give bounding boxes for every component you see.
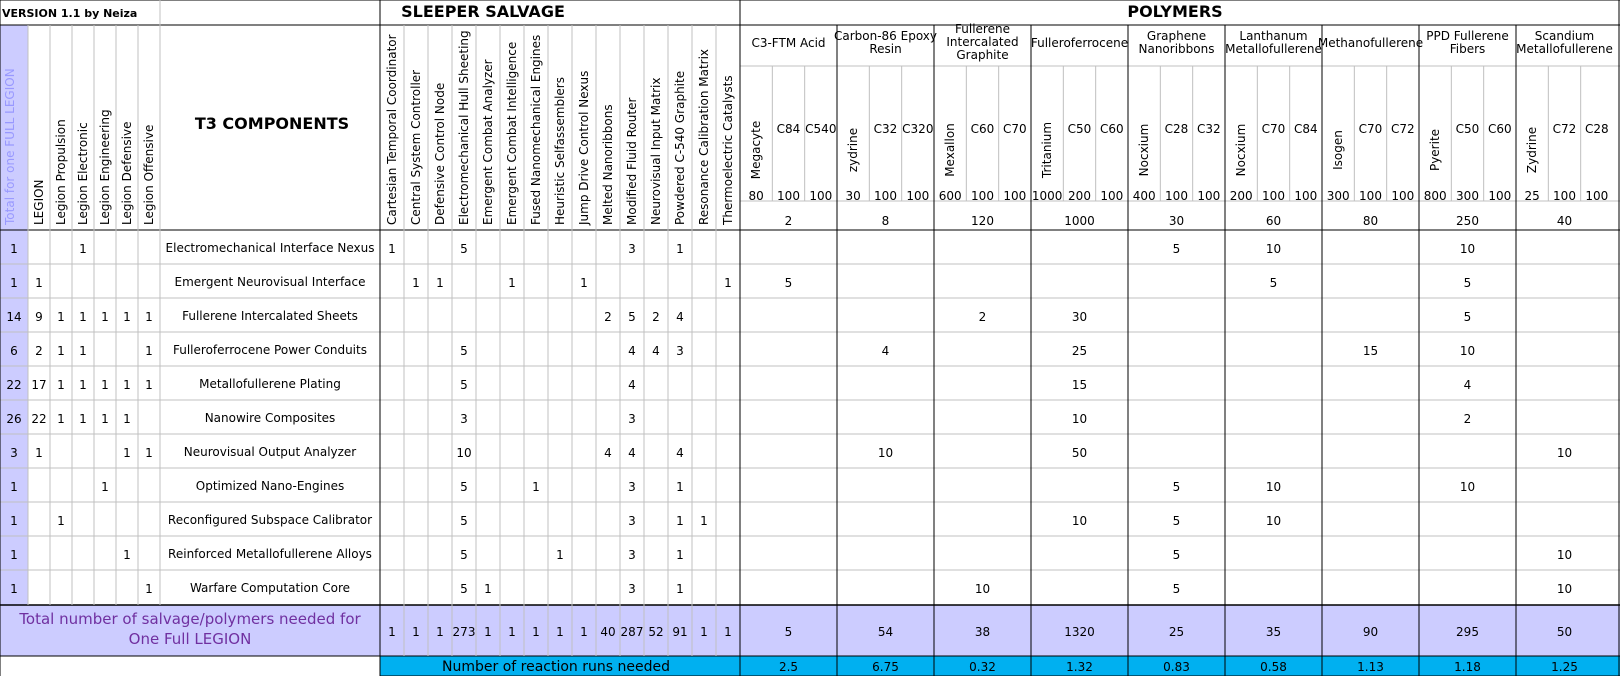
row-polymer-value: 5	[1463, 276, 1472, 290]
total-salvage-value: 1	[724, 625, 732, 639]
polymer-name-7: PPD Fullerene	[1426, 29, 1509, 43]
polymer-sub-3-2: C60	[1100, 122, 1124, 136]
polymer-sub-1-0: zydrine	[846, 127, 861, 173]
polymer-sub-0-0: Megacyte	[749, 120, 764, 180]
polymer-qty-6-0: 300	[1326, 189, 1350, 203]
polymer-name-5: Metallofullerene	[1225, 42, 1322, 56]
row-salvage-value: 4	[628, 344, 636, 358]
row-legion-value: 1	[145, 378, 153, 392]
polymer-qty-3-1: 200	[1068, 189, 1091, 203]
polymer-name-2: Graphite	[956, 48, 1009, 62]
total-salvage-value: 1	[436, 625, 444, 639]
polymer-qty-2-2: 100	[1003, 189, 1027, 203]
row-polymer-value: 15	[1071, 378, 1088, 392]
total-salvage-value: 52	[648, 625, 664, 639]
row-salvage-value: 4	[628, 378, 636, 392]
total-polymer-value: 1320	[1064, 625, 1095, 639]
salvage-header-4: Emergent Combat Analyzer	[481, 59, 495, 225]
total-salvage-value: 1	[484, 625, 492, 639]
row-polymer-value: 4	[1463, 378, 1472, 392]
row-polymer-value: 2	[1463, 412, 1472, 426]
polymer-sub-6-2: C72	[1391, 122, 1415, 136]
polymer-name-6: Methanofullerene	[1317, 36, 1424, 50]
row-polymer-value: 10	[1556, 548, 1573, 562]
polymer-qty-6-1: 100	[1359, 189, 1382, 203]
salvage-header-7: Heuristic Selfassemblers	[553, 77, 567, 225]
salvage-header-3: Electromechanical Hull Sheeting	[457, 30, 471, 225]
row-legion-value: 1	[57, 344, 65, 358]
row-salvage-value: 1	[388, 242, 396, 256]
row-legion-value: 22	[31, 412, 47, 426]
polymer-qty-5-2: 100	[1294, 189, 1318, 203]
total-salvage-value: 1	[700, 625, 708, 639]
total-salvage-value: 1	[388, 625, 396, 639]
row-total: 1	[10, 514, 18, 528]
polymer-qty-5-1: 100	[1262, 189, 1285, 203]
row-component-name: Fullerene Intercalated Sheets	[182, 309, 358, 323]
row-polymer-value: 5	[1172, 514, 1181, 528]
row-salvage-value: 3	[628, 480, 636, 494]
polymer-name-2: Intercalated	[946, 35, 1019, 49]
polymer-runs-label-1: 8	[881, 214, 890, 228]
polymer-qty-0-2: 100	[809, 189, 833, 203]
polymer-sub-4-1: C28	[1164, 122, 1189, 136]
total-salvage-value: 1	[508, 625, 516, 639]
row-salvage-value: 4	[604, 446, 612, 460]
row-legion-value: 1	[101, 310, 109, 324]
polymer-runs-label-5: 60	[1265, 214, 1282, 228]
polymer-qty-7-0: 800	[1423, 189, 1447, 203]
row-component-name: Electromechanical Interface Nexus	[165, 241, 375, 255]
row-polymer-value: 5	[784, 276, 793, 290]
total-polymer-value: 25	[1168, 625, 1185, 639]
row-salvage-value: 5	[460, 344, 468, 358]
row-polymer-value: 10	[1556, 582, 1573, 596]
row-total: 14	[6, 310, 22, 324]
salvage-header-5: Emergent Combat Intelligence	[505, 41, 519, 225]
runs-value: 2.5	[778, 660, 799, 674]
polymer-sub-8-0: Zydrine	[1525, 126, 1540, 174]
row-polymer-value: 5	[1172, 480, 1181, 494]
row-component-name: Fulleroferrocene Power Conduits	[173, 343, 367, 357]
row-legion-value: 1	[79, 378, 87, 392]
row-legion-value: 1	[145, 582, 153, 596]
row-total: 22	[6, 378, 22, 392]
polymer-name-8: Metallofullerene	[1516, 42, 1613, 56]
salvage-header-2: Defensive Control Node	[433, 82, 447, 225]
row-total: 1	[10, 242, 18, 256]
row-polymer-value: 15	[1362, 344, 1379, 358]
polymer-qty-7-2: 100	[1488, 189, 1512, 203]
row-legion-value: 1	[57, 514, 65, 528]
polymer-name-4: Nanoribbons	[1138, 42, 1215, 56]
polymer-sub-1-1: C32	[873, 122, 898, 136]
row-salvage-value: 3	[628, 242, 636, 256]
polymer-qty-0-0: 80	[748, 189, 764, 203]
polymer-sub-5-0: Nocxium	[1234, 123, 1249, 177]
polymer-sub-7-0: Pyerite	[1428, 128, 1443, 172]
polymer-sub-5-2: C84	[1294, 122, 1318, 136]
row-salvage-value: 3	[628, 412, 636, 426]
polymer-qty-4-2: 100	[1197, 189, 1221, 203]
runs-value: 1.32	[1066, 660, 1093, 674]
polymer-sub-7-1: C50	[1455, 122, 1480, 136]
runs-value: 6.75	[872, 660, 899, 674]
row-salvage-value: 3	[628, 514, 636, 528]
row-salvage-value: 3	[628, 548, 636, 562]
row-legion-value: 1	[79, 344, 87, 358]
row-legion-value: 1	[145, 344, 153, 358]
polymer-sub-4-0: Nocxium	[1137, 123, 1152, 177]
row-salvage-value: 1	[724, 276, 732, 290]
runs-value: 1.13	[1357, 660, 1384, 674]
polymer-sub-2-1: C60	[970, 122, 995, 136]
runs-value: 0.58	[1260, 660, 1287, 674]
row-salvage-value: 1	[436, 276, 444, 290]
row-salvage-value: 1	[532, 480, 540, 494]
polymer-runs-label-2: 120	[971, 214, 994, 228]
row-legion-value: 1	[79, 310, 87, 324]
polymer-qty-1-2: 100	[906, 189, 930, 203]
row-legion-value: 1	[35, 446, 43, 460]
salvage-header-9: Melted Nanoribbons	[601, 104, 615, 225]
polymer-qty-2-0: 600	[938, 189, 962, 203]
polymer-sub-0-2: C540	[805, 122, 837, 136]
salvage-header-1: Central System Controller	[409, 69, 423, 225]
polymer-sub-7-2: C60	[1488, 122, 1512, 136]
runs-label: Number of reaction runs needed	[442, 659, 670, 675]
row-salvage-value: 1	[508, 276, 516, 290]
row-salvage-value: 1	[484, 582, 492, 596]
polymer-qty-4-1: 100	[1165, 189, 1188, 203]
salvage-header-8: Jump Drive Control Nexus	[577, 70, 591, 225]
salvage-header-11: Neurovisual Input Matrix	[649, 77, 663, 225]
row-salvage-value: 5	[460, 378, 468, 392]
total-salvage-value: 1	[580, 625, 588, 639]
row-polymer-value: 10	[877, 446, 894, 460]
row-polymer-value: 2	[978, 310, 987, 324]
row-polymer-value: 30	[1071, 310, 1088, 324]
row-polymer-value: 10	[1265, 242, 1282, 256]
row-polymer-value: 10	[1265, 480, 1282, 494]
row-legion-value: 9	[35, 310, 43, 324]
polymer-qty-4-0: 400	[1132, 189, 1156, 203]
polymer-name-2: Fullerene	[955, 22, 1010, 36]
polymer-qty-8-1: 100	[1553, 189, 1576, 203]
polymer-qty-3-2: 100	[1100, 189, 1124, 203]
total-salvage-value: 1	[532, 625, 540, 639]
row-total: 3	[10, 446, 18, 460]
row-salvage-value: 5	[460, 242, 468, 256]
polymer-runs-label-7: 250	[1456, 214, 1479, 228]
row-total: 26	[6, 412, 22, 426]
row-polymer-value: 10	[1071, 412, 1088, 426]
row-legion-value: 1	[145, 446, 153, 460]
row-salvage-value: 1	[676, 514, 684, 528]
polymer-name-5: Lanthanum	[1239, 29, 1308, 43]
total-polymer-value: 295	[1456, 625, 1479, 639]
row-component-name: Reconfigured Subspace Calibrator	[167, 513, 373, 527]
row-legion-value: 1	[101, 378, 109, 392]
runs-value: 0.83	[1163, 660, 1190, 674]
polymer-runs-label-8: 40	[1556, 214, 1573, 228]
row-salvage-value: 10	[456, 446, 472, 460]
total-salvage-value: 91	[672, 625, 688, 639]
polymer-sub-0-1: C84	[776, 122, 801, 136]
polymers-title: POLYMERS	[1127, 2, 1223, 21]
polymer-name-7: Fibers	[1449, 42, 1486, 56]
row-salvage-value: 3	[460, 412, 468, 426]
total-polymer-value: 90	[1362, 625, 1379, 639]
row-polymer-value: 10	[1071, 514, 1088, 528]
row-salvage-value: 5	[460, 548, 468, 562]
total-polymer-value: 35	[1265, 625, 1282, 639]
row-legion-value: 1	[35, 276, 43, 290]
totals-label-line1: Total number of salvage/polymers needed for	[19, 610, 361, 628]
polymer-qty-3-0: 1000	[1031, 189, 1063, 203]
polymer-qty-1-1: 100	[874, 189, 897, 203]
polymer-sub-8-2: C28	[1585, 122, 1609, 136]
polymer-runs-label-4: 30	[1168, 214, 1185, 228]
row-legion-value: 1	[57, 378, 65, 392]
row-component-name: Nanowire Composites	[204, 411, 336, 425]
row-salvage-value: 1	[412, 276, 420, 290]
row-salvage-value: 2	[604, 310, 612, 324]
polymer-name-1: Carbon-86 Epoxy	[833, 29, 938, 43]
t3-components-title: T3 COMPONENTS	[194, 114, 350, 133]
polymer-qty-0-1: 100	[777, 189, 800, 203]
row-legion-value: 1	[101, 480, 109, 494]
totals-label-line2: One Full LEGION	[128, 630, 252, 648]
row-salvage-value: 5	[628, 310, 636, 324]
total-salvage-value: 40	[600, 625, 616, 639]
row-salvage-value: 4	[628, 446, 636, 460]
legion-header-1: Legion Propulsion	[54, 119, 68, 225]
polymer-sub-2-2: C70	[1003, 122, 1027, 136]
salvage-header-0: Cartesian Temporal Coordinator	[385, 34, 399, 225]
runs-value: 1.18	[1454, 660, 1481, 674]
row-salvage-value: 1	[580, 276, 588, 290]
salvage-header-12: Powdered C-540 Graphite	[673, 70, 687, 225]
row-polymer-value: 10	[1459, 242, 1476, 256]
row-polymer-value: 10	[974, 582, 991, 596]
row-legion-value: 1	[123, 548, 131, 562]
row-legion-value: 1	[79, 412, 87, 426]
polymer-name-8: Scandium	[1534, 29, 1595, 43]
salvage-header-10: Modified Fluid Router	[625, 97, 639, 225]
row-total: 1	[10, 480, 18, 494]
row-salvage-value: 4	[652, 344, 660, 358]
polymer-sub-8-1: C72	[1552, 122, 1577, 136]
polymer-name-3: Fulleroferrocene	[1030, 36, 1129, 50]
polymer-sub-3-0: Tritanium	[1040, 121, 1055, 179]
total-salvage-value: 273	[452, 625, 476, 639]
row-polymer-value: 50	[1071, 446, 1088, 460]
row-salvage-value: 1	[700, 514, 708, 528]
row-component-name: Metallofullerene Plating	[199, 377, 341, 391]
row-legion-value: 1	[123, 310, 131, 324]
polymer-sub-6-1: C70	[1358, 122, 1383, 136]
row-salvage-value: 3	[676, 344, 684, 358]
runs-value: 0.32	[969, 660, 996, 674]
row-component-name: Neurovisual Output Analyzer	[183, 445, 357, 459]
row-legion-value: 1	[57, 310, 65, 324]
salvage-header-14: Thermoelectric Catalysts	[721, 75, 735, 225]
row-polymer-value: 5	[1172, 548, 1181, 562]
row-salvage-value: 2	[652, 310, 660, 324]
row-salvage-value: 1	[676, 582, 684, 596]
row-salvage-value: 1	[676, 242, 684, 256]
row-legion-value: 1	[101, 412, 109, 426]
total-polymer-value: 54	[877, 625, 894, 639]
total-salvage-value: 287	[620, 625, 644, 639]
polymer-qty-2-1: 100	[971, 189, 994, 203]
row-legion-value: 1	[57, 412, 65, 426]
row-salvage-value: 4	[676, 446, 684, 460]
legion-header-3: Legion Engineering	[98, 109, 112, 225]
row-component-name: Emergent Neurovisual Interface	[174, 275, 366, 289]
row-polymer-value: 5	[1172, 582, 1181, 596]
row-salvage-value: 1	[676, 480, 684, 494]
total-polymer-value: 50	[1556, 625, 1573, 639]
total-salvage-value: 1	[556, 625, 564, 639]
row-salvage-value: 5	[460, 514, 468, 528]
row-polymer-value: 10	[1459, 480, 1476, 494]
polymer-sub-6-0: Isogen	[1331, 130, 1346, 170]
polymer-qty-8-2: 100	[1585, 189, 1609, 203]
polymer-qty-1-0: 30	[845, 189, 861, 203]
polymer-qty-5-0: 200	[1229, 189, 1253, 203]
legion-header-2: Legion Electronic	[76, 122, 90, 225]
total-salvage-value: 1	[412, 625, 420, 639]
row-polymer-value: 10	[1265, 514, 1282, 528]
row-polymer-value: 10	[1459, 344, 1476, 358]
row-polymer-value: 25	[1071, 344, 1088, 358]
row-legion-value: 1	[123, 412, 131, 426]
legion-header-0: LEGION	[32, 179, 46, 225]
row-legion-value: 1	[79, 242, 87, 256]
row-polymer-value: 4	[881, 344, 890, 358]
row-salvage-value: 3	[628, 582, 636, 596]
row-legion-value: 1	[145, 310, 153, 324]
total-polymer-value: 5	[784, 625, 793, 639]
row-salvage-value: 4	[676, 310, 684, 324]
row-total: 1	[10, 582, 18, 596]
total-polymer-value: 38	[974, 625, 991, 639]
row-legion-value: 1	[123, 446, 131, 460]
polymer-runs-label-6: 80	[1362, 214, 1379, 228]
total-for-legion-header: Total for one FULL LEGION	[3, 68, 17, 225]
row-total: 6	[10, 344, 18, 358]
row-total: 1	[10, 548, 18, 562]
row-polymer-value: 5	[1269, 276, 1278, 290]
row-component-name: Reinforced Metallofullerene Alloys	[168, 547, 372, 561]
polymer-sub-1-2: C320	[902, 122, 934, 136]
row-component-name: Warfare Computation Core	[189, 581, 351, 595]
version-label: VERSION 1.1 by Neiza	[2, 7, 138, 20]
row-polymer-value: 5	[1172, 242, 1181, 256]
row-polymer-value: 10	[1556, 446, 1573, 460]
row-component-name: Optimized Nano-Engines	[195, 479, 345, 493]
polymer-runs-label-0: 2	[784, 214, 793, 228]
polymer-name-4: Graphene	[1146, 29, 1207, 43]
polymer-sub-4-2: C32	[1197, 122, 1221, 136]
polymer-qty-6-2: 100	[1391, 189, 1415, 203]
salvage-header-6: Fused Nanomechanical Engines	[529, 34, 543, 225]
polymer-qty-7-1: 300	[1456, 189, 1479, 203]
polymer-sub-3-1: C50	[1067, 122, 1092, 136]
row-salvage-value: 1	[676, 548, 684, 562]
polymer-sub-2-0: Mexallon	[943, 123, 958, 177]
row-polymer-value: 5	[1463, 310, 1472, 324]
polymer-qty-8-0: 25	[1524, 189, 1540, 203]
row-salvage-value: 5	[460, 480, 468, 494]
row-salvage-value: 5	[460, 582, 468, 596]
salvage-header-13: Resonance Calibration Matrix	[697, 48, 711, 225]
row-salvage-value: 1	[556, 548, 564, 562]
polymer-name-0: C3-FTM Acid	[751, 36, 826, 50]
legion-header-4: Legion Defensive	[120, 121, 134, 225]
row-total: 1	[10, 276, 18, 290]
legion-header-5: Legion Offensive	[142, 124, 156, 225]
salvage-title: SLEEPER SALVAGE	[401, 2, 565, 21]
polymer-runs-label-3: 1000	[1064, 214, 1095, 228]
row-legion-value: 17	[31, 378, 47, 392]
polymer-name-1: Resin	[869, 42, 902, 56]
polymer-sub-5-1: C70	[1261, 122, 1286, 136]
row-legion-value: 2	[35, 344, 43, 358]
runs-value: 1.25	[1551, 660, 1578, 674]
row-legion-value: 1	[123, 378, 131, 392]
